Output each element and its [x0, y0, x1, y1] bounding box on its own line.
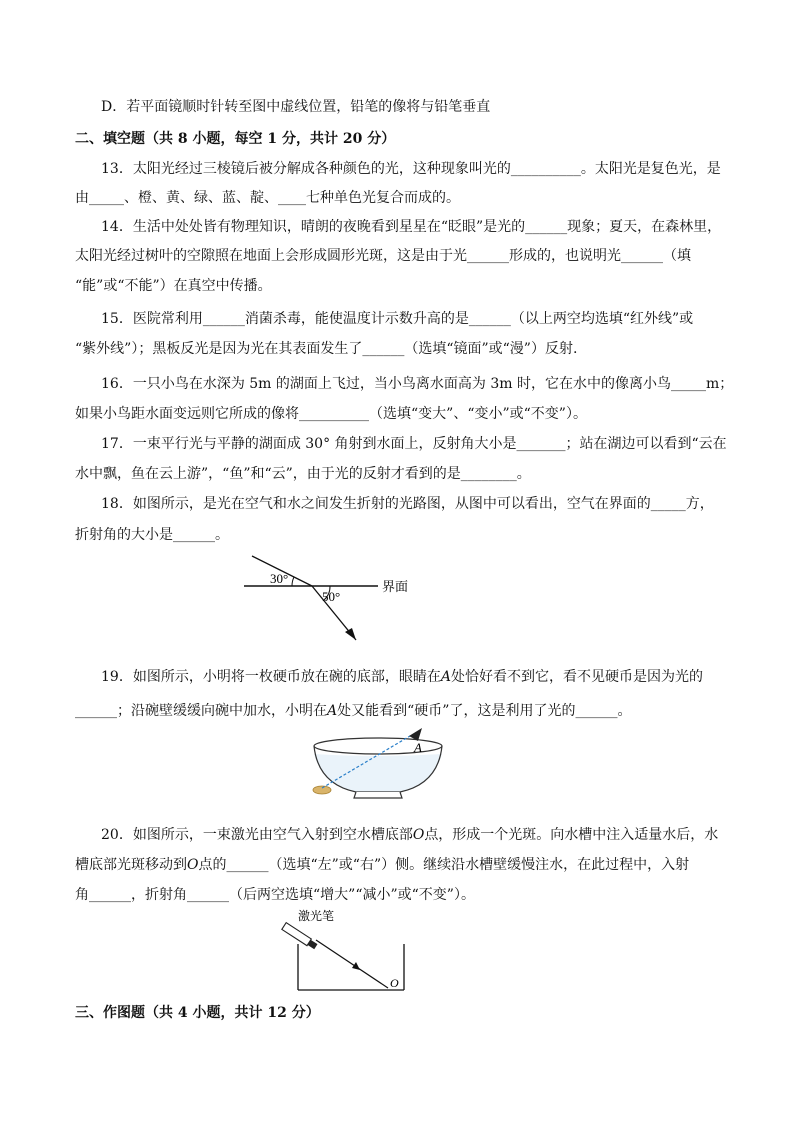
angle-arc-30	[292, 577, 294, 586]
q17-line1: 17．一束平行光与平静的湖面成 30° 角射到水面上，反射角大小是_______；站在湖边可以看到“云在	[101, 436, 727, 452]
angle-30-label: 30°	[270, 571, 289, 586]
q20-line1: 20．如图所示，一束激光由空气入射到空水槽底部O点，形成一个光斑。向水槽中注入适量水后，水	[101, 827, 719, 843]
option-d: D．若平面镜顺时针转至图中虚线位置，铅笔的像将与铅笔垂直	[101, 99, 491, 115]
q14-line3: “能”或“不能”）在真空中传播。	[75, 278, 272, 294]
laser-tank-figure	[262, 906, 412, 998]
laser-pen-label: 激光笔	[298, 909, 335, 923]
q18-line2: 折射角的大小是______。	[75, 527, 229, 543]
bowl-water	[314, 754, 442, 792]
q13-line2: 由_____、橙、黄、绿、蓝、靛、____七种单色光复合而成的。	[75, 190, 460, 206]
section-3-title: 三、作图题（共 4 小题，共计 12 分）	[75, 1005, 320, 1021]
refraction-figure	[240, 552, 440, 646]
arrow-head	[345, 628, 356, 640]
q17-line2: 水中飘，鱼在云上游”，“鱼”和“云”，由于光的反射才看到的是________。	[75, 466, 531, 482]
q16-line1: 16．一只小鸟在水深为 5m 的湖面上飞过，当小鸟离水面高为 3m 时，它在水中的像离小鸟_____m；	[101, 376, 734, 392]
q20-line2: 槽底部光斑移动到O点的______（选填“左”或“右”）侧。继续沿水槽壁缓慢注水，在此过程中，入射	[75, 857, 690, 873]
q19-line2: ______；沿碗壁缓缓向碗中加水，小明在A处又能看到“硬币”了，这是利用了光的______。	[75, 703, 632, 719]
coin	[313, 786, 331, 794]
q15-line1: 15．医院常利用______消菌杀毒，能使温度计示数升高的是______（以上两空均选填“红外线”或	[101, 311, 694, 327]
q16-line2: 如果小鸟距水面变远则它所成的像将__________（选填“变大”、“变小”或“不变”）。	[75, 406, 587, 422]
boundary-label: 界面	[382, 579, 409, 594]
bowl-figure	[308, 722, 448, 804]
laser-pen-icon	[282, 923, 318, 950]
eye-label: A	[414, 740, 422, 755]
bowl-foot	[354, 792, 402, 798]
beam-arrow	[352, 962, 360, 970]
q13-line1: 13．太阳光经过三棱镜后被分解成各种颜色的光，这种现象叫光的__________。太阳光是复色光，是	[101, 161, 721, 177]
section-2-title: 二、填空题（共 8 小题，每空 1 分，共计 20 分）	[75, 131, 396, 147]
laser-beam	[316, 940, 388, 988]
q19-line1: 19．如图所示，小明将一枚硬币放在碗的底部，眼睛在A处恰好看不到它，看不见硬币是因为光的	[101, 669, 703, 685]
q20-line3: 角______，折射角______（后两空选填“增大”“减小”或“不变”）。	[75, 887, 475, 903]
angle-50-label: 50°	[322, 589, 341, 604]
q14-line1: 14．生活中处处皆有物理知识，晴朗的夜晚看到星星在“眨眼”是光的______现象；夏天，在森林里，	[101, 219, 722, 235]
bowl-rim	[314, 738, 442, 754]
point-o-label: O	[390, 976, 399, 990]
q18-line1: 18．如图所示，是光在空气和水之间发生折射的光路图，从图中可以看出，空气在界面的_____方，	[101, 496, 714, 512]
q15-line2: “紫外线”）；黑板反光是因为光在其表面发生了______（选填“镜面”或“漫”）反射.	[75, 341, 578, 357]
q14-line2: 太阳光经过树叶的空隙照在地面上会形成圆形光斑，这是由于光______形成的，也说明光______（填	[75, 248, 691, 264]
